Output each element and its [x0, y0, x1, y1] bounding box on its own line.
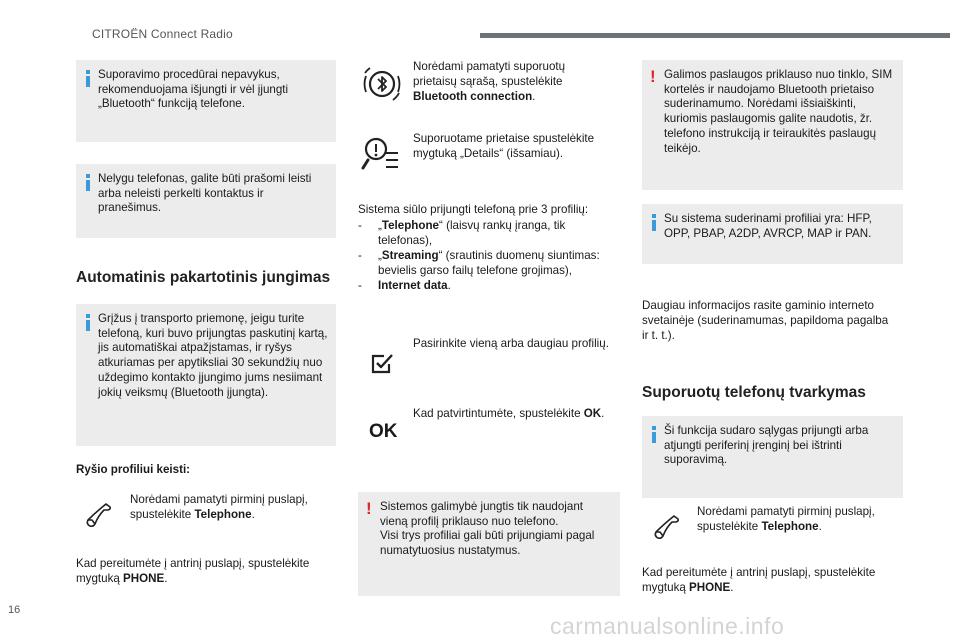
- list-item: - „Streaming“ (srautinis duomenų siuntimas: bevielis garso failų telefone grojimas),: [358, 248, 608, 278]
- warning-text: Sistemos galimybė jungtis tik naudojant vieną profilį priklauso nuo telefono. Visi trys profiliai gali būti prijungiami pagal numatytuosius nustatymus.: [380, 500, 595, 558]
- phone-handset-icon: [84, 498, 116, 530]
- step-details: Suporuotame prietaise spustelėkite mygtuką „Details“ (išsamiau).: [413, 132, 595, 161]
- info-icon: [649, 214, 661, 230]
- list-item: - „Telephone“ (laisvų rankų įranga, tik telefonas),: [358, 218, 608, 248]
- checkbox-icon: [370, 352, 396, 376]
- profiles-list: [358, 218, 608, 293]
- step-confirm-ok: Kad patvirtintumėte, spustelėkite OK.: [413, 407, 605, 420]
- subheading-change-profile: Ryšio profiliui keisti:: [76, 463, 191, 476]
- info-text: Nelygu telefonas, galite būti prašomi leisti arba neleisti perkelti kontaktus ir pranešimus.: [98, 172, 312, 215]
- warning-text: Galimos paslaugos priklauso nuo tinklo, SIM kortelės ir naudojamo Bluetooth prietaiso suderinamumo. Norėdami išsiaiškinti, kuriomis paslaugomis galite naudotis, žr. telefono instrukciją ir teiraukitės paslaugų teikėjo.: [664, 68, 893, 155]
- info-icon: [83, 70, 95, 86]
- warning-box-services: [642, 60, 903, 190]
- warning-icon: !: [650, 67, 656, 86]
- page-number: 16: [8, 604, 21, 616]
- ok-button-icon: OK: [369, 421, 398, 442]
- watermark: carmanualsonline.info: [550, 613, 785, 639]
- header-rule: [480, 33, 950, 38]
- info-text: Grįžus į transporto priemonę, jeigu turite telefoną, kuri buvo prijungtas paskutinį kartą, jis automatiškai atpažįstamas, ir ryšys atkuriamas per apytiksliai 30 sekundžių nuo uždegimo kontakto įjungimo jums nesiimant jokių veiksmų (Bluetooth įjungta).: [98, 312, 328, 399]
- info-box-pairing-failed: [76, 60, 336, 142]
- profiles-intro: Sistema siūlo prijungti telefoną prie 3 profilių:: [358, 203, 589, 216]
- info-text: Su sistema suderinami profiliai yra: HFP, OPP, PBAP, A2DP, AVRCP, MAP ir PAN.: [664, 212, 872, 240]
- step-select-profiles: Pasirinkite vieną arba daugiau profilių.: [413, 337, 609, 350]
- info-text: Suporavimo procedūrai nepavykus, rekomenduojama išjungti ir vėl įjungti „Bluetooth“ funkciją telefone.: [98, 68, 289, 111]
- info-box-compatible-profiles: [642, 204, 903, 264]
- para-more-info: Daugiau informacijos rasite gaminio interneto svetainėje (suderinamumas, papildoma pagalba ir t. t.).: [642, 299, 889, 343]
- list-item: - Internet data.: [358, 278, 608, 293]
- info-box-manage: [642, 416, 903, 498]
- step-open-telephone-2: Norėdami pamatyti pirminį puslapį, spustelėkite Telephone.: [697, 505, 875, 534]
- section-heading-auto-reconnect: Automatinis pakartotinis jungimas: [76, 269, 331, 286]
- section-heading-manage-phones: Suporuotų telefonų tvarkymas: [642, 384, 866, 401]
- info-box-auto-reconnect: [76, 304, 336, 446]
- warning-icon: !: [366, 499, 372, 518]
- info-text: Ši funkcija sudaro sąlygas prijungti arba atjungti periferinį įrenginį bei ištrinti suporavimą.: [664, 424, 869, 467]
- info-icon: [649, 426, 661, 442]
- info-icon: [83, 314, 95, 330]
- info-icon: [83, 174, 95, 190]
- step-open-telephone: Norėdami pamatyti pirminį puslapį, spustelėkite Telephone.: [130, 493, 308, 522]
- para-phone-button-2: Kad pereitumėte į antrinį puslapį, spustelėkite mygtuką PHONE.: [642, 566, 876, 595]
- info-box-contacts: [76, 164, 336, 238]
- phone-handset-icon: [652, 510, 684, 542]
- warning-box-profiles: [358, 492, 620, 596]
- para-phone-button: Kad pereitumėte į antrinį puslapį, spustelėkite mygtuką PHONE.: [76, 557, 310, 586]
- search-details-icon: [360, 133, 400, 173]
- bluetooth-icon: [360, 62, 404, 106]
- step-bluetooth-connection: Norėdami pamatyti suporuotų prietaisų sąrašą, spustelėkite Bluetooth connection.: [413, 60, 566, 104]
- running-header: CITROËN Connect Radio: [92, 27, 233, 41]
